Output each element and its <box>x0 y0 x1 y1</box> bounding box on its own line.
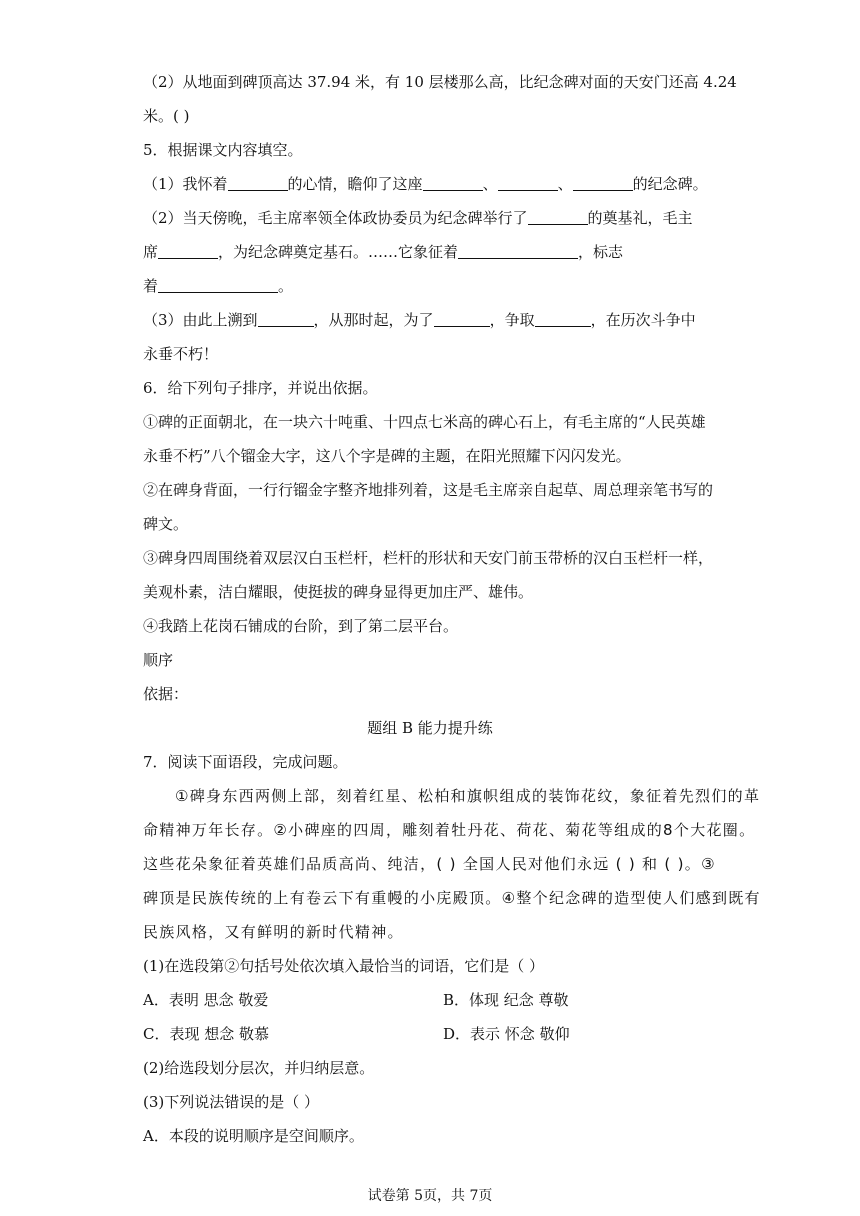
q7-passage-line: ①碑身东西两侧上部，刻着红星、松柏和旗帜组成的装饰花纹，象征着先烈们的革 <box>175 787 761 805</box>
blank-field[interactable] <box>528 208 588 225</box>
q6-title: 6．给下列句子排序，并说出依据。 <box>143 379 378 397</box>
q5-item1 <box>143 174 708 194</box>
q7-passage-line: 这些花朵象征着英雄们品质高尚、纯洁，( ) 全国人民对他们永远 ( ) 和 ( )。③ <box>143 855 716 873</box>
q6-sentence3-line2: 美观朴素，洁白耀眼，使挺拔的碑身显得更加庄严、雄伟。 <box>143 583 534 601</box>
q5-item1-text: 、 <box>557 175 573 193</box>
blank-field[interactable] <box>258 310 314 327</box>
q4-item2-line2: 米。( ) <box>143 107 190 125</box>
blank-field[interactable] <box>158 276 278 293</box>
q7-sub3: (3)下列说法错误的是（ ） <box>143 1093 320 1111</box>
q6-sentence1-line2: 永垂不朽”八个镏金大字，这八个字是碑的主题，在阳光照耀下闪闪发光。 <box>143 447 631 465</box>
q6-order-label: 顺序 <box>143 651 174 669</box>
blank-field[interactable] <box>158 242 218 259</box>
q5-item2-text: ，标志 <box>578 243 624 261</box>
q6-sentence1-line1: ①碑的正面朝北，在一块六十吨重、十四点七米高的碑心石上，有毛主席的“人民英雄 <box>143 413 706 431</box>
option-a[interactable]: A．表明 思念 敬爱 <box>143 991 269 1009</box>
blank-field[interactable] <box>535 310 591 327</box>
q5-item2-text: 。 <box>278 277 294 295</box>
q5-item3-text: ，争取 <box>489 311 535 329</box>
q7-sub1: (1)在选段第②句括号处依次填入最恰当的词语，它们是（ ） <box>143 957 545 975</box>
page-footer: 试卷第 5页，共 7页 <box>367 1188 493 1204</box>
q5-item3-text: ，在历次斗争中 <box>590 311 696 329</box>
q6-sentence4: ④我踏上花岗石铺成的台阶，到了第二层平台。 <box>143 617 459 635</box>
blank-field[interactable] <box>228 174 288 191</box>
q5-item2-text: 的奠基礼，毛主 <box>587 209 693 227</box>
option-b[interactable]: B．体现 纪念 尊敬 <box>443 991 569 1009</box>
q5-item1-text: 的心情，瞻仰了这座 <box>287 175 423 193</box>
q5-title: 5．根据课文内容填空。 <box>143 141 303 159</box>
blank-field[interactable] <box>573 174 633 191</box>
option-d[interactable]: D．表示 怀念 敬仰 <box>443 1025 570 1043</box>
blank-field[interactable] <box>458 242 578 259</box>
section-heading: 题组 B 能力提升练 <box>367 719 493 737</box>
q7-passage-line: 命精神万年长存。②小碑座的四周，雕刻着牡丹花、荷花、菊花等组成的8个大花圈。 <box>143 821 756 839</box>
q7-title: 7．阅读下面语段，完成问题。 <box>143 753 348 771</box>
q7-sub3-option-a[interactable]: A．本段的说明顺序是空间顺序。 <box>143 1127 364 1145</box>
q5-item1-text: （1）我怀着 <box>143 175 228 193</box>
q7-sub2: (2)给选段划分层次，并归纳层意。 <box>143 1059 375 1077</box>
q5-item2-text: 席 <box>143 243 159 261</box>
q4-item2-line1: （2）从地面到碑顶高达 37.94 米，有 10 层楼那么高，比纪念碑对面的天安门还高 4.24 <box>143 73 737 91</box>
q6-sentence2-line1: ②在碑身背面，一行行镏金字整齐地排列着，这是毛主席亲自起草、周总理亲笔书写的 <box>143 481 714 499</box>
q5-item3-text: ，从那时起，为了 <box>313 311 434 329</box>
option-c[interactable]: C．表现 想念 敬慕 <box>143 1025 270 1043</box>
q5-item3-text: （3）由此上溯到 <box>143 311 258 329</box>
q5-item2-text: 着 <box>143 277 159 295</box>
blank-field[interactable] <box>498 174 558 191</box>
q7-passage-line: 碑顶是民族传统的上有卷云下有重幔的小庑殿顶。④整个纪念碑的造型使人们感到既有 <box>143 889 761 907</box>
q5-item2-line3 <box>143 276 293 296</box>
q5-item2-line1 <box>143 208 693 228</box>
q5-item2-text: （2）当天傍晚，毛主席率领全体政协委员为纪念碑举行了 <box>143 209 528 227</box>
q7-passage-line: 民族风格，又有鲜明的新时代精神。 <box>143 923 404 941</box>
blank-field[interactable] <box>434 310 490 327</box>
q5-item3-line2: 永垂不朽！ <box>143 345 219 363</box>
q5-item2-line2 <box>143 242 623 262</box>
q5-item1-text: 、 <box>482 175 498 193</box>
q5-item3-line1 <box>143 310 696 330</box>
q5-item1-text: 的纪念碑。 <box>632 175 708 193</box>
q6-basis-label: 依据： <box>143 685 189 703</box>
q5-item2-text: ，为纪念碑奠定基石。……它象征着 <box>218 243 459 261</box>
q6-sentence3-line1: ③碑身四周围绕着双层汉白玉栏杆，栏杆的形状和天安门前玉带桥的汉白玉栏杆一样， <box>143 549 714 567</box>
blank-field[interactable] <box>423 174 483 191</box>
q6-sentence2-line2: 碑文。 <box>143 515 189 533</box>
